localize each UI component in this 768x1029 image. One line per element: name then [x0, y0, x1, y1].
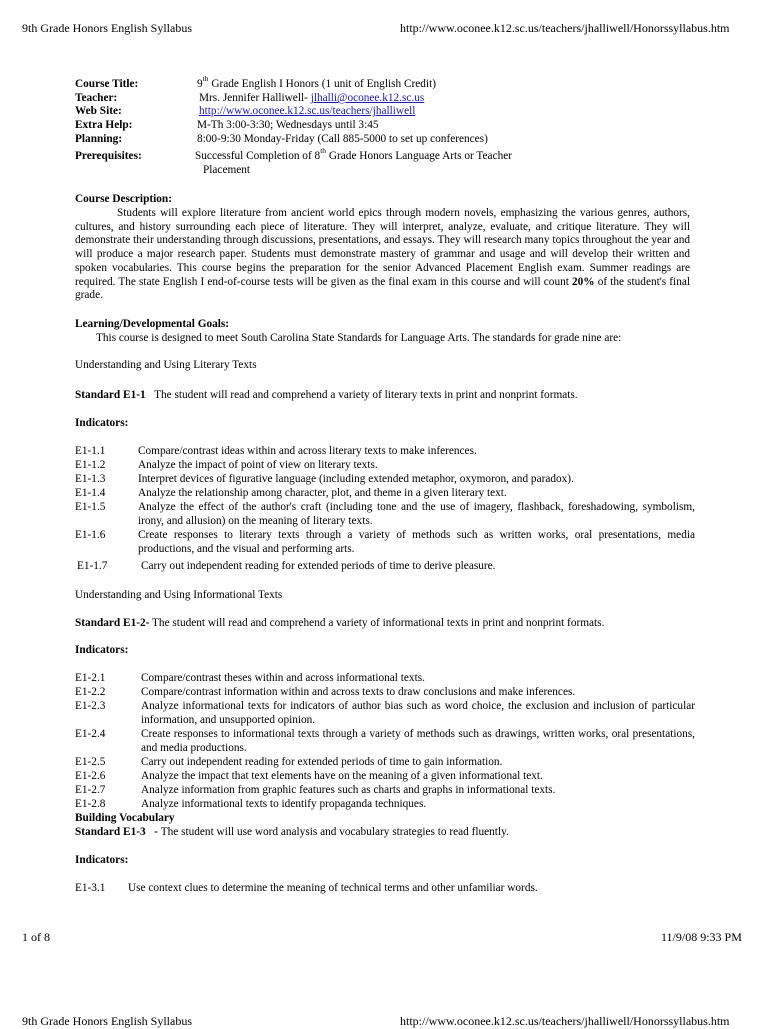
print-header-title: 9th Grade Honors English Syllabus	[22, 21, 192, 35]
course-description-body	[75, 207, 690, 303]
indicator-text: Analyze the impact of point of view on literary texts.	[138, 459, 378, 471]
standard-e1-3	[75, 826, 509, 840]
next-page-header-url: http://www.oconee.k12.sc.us/teachers/jhalliwell/Honorssyllabus.htm	[400, 1014, 730, 1028]
standard-e1-1	[75, 389, 578, 403]
indicator-code: E1-2.5	[75, 756, 106, 768]
grade-percent: 20%	[572, 275, 595, 288]
indicator-text: Analyze the impact that text elements have on the meaning of a given informational text.	[141, 770, 543, 782]
indicator-e1-1-2	[75, 459, 695, 473]
prerequisites-label: Prerequisites:	[75, 150, 142, 162]
teacher-label: Teacher:	[75, 92, 118, 104]
page-number: 1 of 8	[22, 930, 50, 944]
indicators-heading-3: Indicators:	[75, 854, 129, 866]
teacher-name: Mrs. Jennifer Halliwell-	[199, 92, 311, 104]
indicator-text: Analyze the relationship among character, plot, and theme in a given literary text.	[138, 487, 507, 499]
indicator-code: E1-2.6	[75, 770, 106, 782]
indicator-code: E1-2.2	[75, 686, 106, 698]
indicator-e1-2-8	[75, 798, 695, 812]
next-page-header-title: 9th Grade Honors English Syllabus	[22, 1014, 192, 1028]
indicator-code: E1-1.3	[75, 473, 106, 485]
prereq-sup: th	[320, 146, 327, 156]
indicator-code: E1-3.1	[75, 882, 106, 894]
section-literary-title: Understanding and Using Literary Texts	[75, 359, 257, 371]
section-vocabulary-title: Building Vocabulary	[75, 812, 175, 824]
indicator-e1-1-5	[75, 501, 695, 528]
indicator-e1-2-4	[75, 728, 695, 755]
standard-e1-1-text: The student will read and comprehend a variety of literary texts in print and nonprint formats.	[154, 389, 578, 401]
indicator-e1-2-6	[75, 770, 695, 784]
indicator-e1-2-7	[75, 784, 695, 798]
indicator-code: E1-1.4	[75, 487, 106, 499]
website-label: Web Site:	[75, 105, 122, 117]
indicator-text: Carry out independent reading for extended periods of time to derive pleasure.	[141, 560, 496, 572]
standard-e1-1-label: Standard E1-1	[75, 389, 146, 401]
description-text: Students will explore literature from ancient world epics through modern novels, emphasizing the various genres, authors, cultures, and history surrounding each piece of literature. They will interpret, analyze, evaluate, and critique literature. They will demonstrate their understanding through discussions, presentations, and essays. They will research many topics throughout the year and will produce a major research paper. Students must demonstrate mastery of grammar and usage and will develop their written and spoken vocabularies. This course begins the preparation for the senior Advanced Placement English exam. Summer readings are required. The state English I end-of-course tests will be given as the final exam in this course and will count	[75, 207, 690, 288]
course-title-sup: th	[202, 74, 209, 84]
course-title-rest: Grade English I Honors (1 unit of English Credit)	[208, 78, 436, 90]
planning-label: Planning:	[75, 133, 123, 145]
course-title-value	[197, 74, 436, 92]
indicator-code: E1-1.1	[75, 445, 106, 457]
indicator-code: E1-2.4	[75, 728, 106, 740]
indicator-text: Use context clues to determine the meaning of technical terms and other unfamiliar words.	[128, 882, 538, 894]
indicator-e1-3-1	[75, 882, 695, 896]
indicator-code: E1-1.2	[75, 459, 106, 471]
standard-e1-2-label: Standard E1-2-	[75, 617, 150, 629]
indicator-text: Analyze informational texts for indicators of author bias such as word choice, the exclusion and inclusion of particular information, and unsupported opinion.	[141, 700, 695, 726]
goals-heading: Learning/Developmental Goals:	[75, 318, 230, 330]
goals-intro: This course is designed to meet South Carolina State Standards for Language Arts. The standards for grade nine are:	[96, 332, 622, 344]
indicator-code: E1-1.7	[77, 560, 108, 572]
indicator-e1-2-5	[75, 756, 695, 770]
website-link[interactable]: http://www.oconee.k12.sc.us/teachers/jhalliwell	[199, 105, 416, 117]
indicator-text: Create responses to literary texts through a variety of methods such as written works, oral presentations, media productions, and the visual and performing arts.	[138, 529, 695, 555]
indicator-text: Compare/contrast information within and across texts to draw conclusions and make inferences.	[141, 686, 576, 698]
print-header-url: http://www.oconee.k12.sc.us/teachers/jhalliwell/Honorssyllabus.htm	[400, 21, 730, 35]
indicators-heading-1: Indicators:	[75, 417, 129, 429]
indicator-code: E1-1.5	[75, 501, 106, 513]
indicators-heading-2: Indicators:	[75, 644, 129, 656]
teacher-value	[199, 92, 424, 106]
indicator-code: E1-2.3	[75, 700, 106, 712]
standard-e1-3-label: Standard E1-3	[75, 826, 146, 838]
indicator-code: E1-2.7	[75, 784, 106, 796]
indicator-code: E1-1.6	[75, 529, 106, 541]
indicator-e1-1-7	[75, 560, 695, 574]
indicator-e1-2-3	[75, 700, 695, 727]
indicator-e1-1-3	[75, 473, 695, 487]
indicator-text: Analyze information from graphic features such as charts and graphs in informational texts.	[141, 784, 556, 796]
description-text-end: of the student's final grade.	[75, 275, 690, 302]
indicator-e1-1-6	[75, 529, 695, 556]
standard-e1-2-text: The student will read and comprehend a variety of informational texts in print and nonprint formats.	[152, 617, 605, 629]
extra-help-value: M-Th 3:00-3:30; Wednesdays until 3:45	[197, 119, 379, 131]
prerequisites-value	[195, 146, 513, 164]
indicator-text: Analyze informational texts to identify propaganda techniques.	[141, 798, 427, 810]
indicator-text: Interpret devices of figurative language (including extended metaphor, oxymoron, and paradox).	[138, 473, 574, 485]
prereq-pre: Successful Completion of 8	[195, 150, 321, 162]
indicator-code: E1-2.1	[75, 672, 106, 684]
indicator-e1-1-4	[75, 487, 695, 501]
planning-value: 8:00-9:30 Monday-Friday (Call 885-5000 to set up conferences)	[197, 133, 488, 145]
print-datetime: 11/9/08 9:33 PM	[661, 930, 742, 944]
indicator-e1-2-1	[75, 672, 695, 686]
prereq-post: Grade Honors Language Arts or Teacher	[326, 150, 513, 162]
standard-e1-2	[75, 617, 604, 631]
indicator-text: Compare/contrast theses within and across informational texts.	[141, 672, 425, 684]
prerequisites-line2: Placement	[203, 164, 251, 176]
standard-e1-3-text: The student will use word analysis and vocabulary strategies to read fluently.	[160, 826, 509, 838]
standard-e1-3-dash: -	[151, 826, 161, 838]
indicator-text: Analyze the effect of the author's craft (including tone and the use of imagery, flashback, foreshadowing, symbolism, irony, and allusion) on the meaning of literary texts.	[138, 501, 695, 527]
course-description-heading: Course Description:	[75, 193, 172, 205]
teacher-email-link[interactable]: jlhalli@oconee.k12.sc.us	[310, 92, 425, 104]
indicator-e1-2-2	[75, 686, 695, 700]
indicator-text: Carry out independent reading for extended periods of time to gain information.	[141, 756, 503, 768]
course-title-label: Course Title:	[75, 78, 139, 90]
indicator-e1-1-1	[75, 445, 695, 459]
indicator-text: Create responses to informational texts through a variety of methods such as drawings, written works, oral presentations, and media productions.	[141, 728, 695, 754]
section-informational-title: Understanding and Using Informational Texts	[75, 589, 283, 601]
extra-help-label: Extra Help:	[75, 119, 133, 131]
indicator-code: E1-2.8	[75, 798, 106, 810]
indicator-text: Compare/contrast ideas within and across literary texts to make inferences.	[138, 445, 477, 457]
course-title-grade: 9	[197, 78, 203, 90]
